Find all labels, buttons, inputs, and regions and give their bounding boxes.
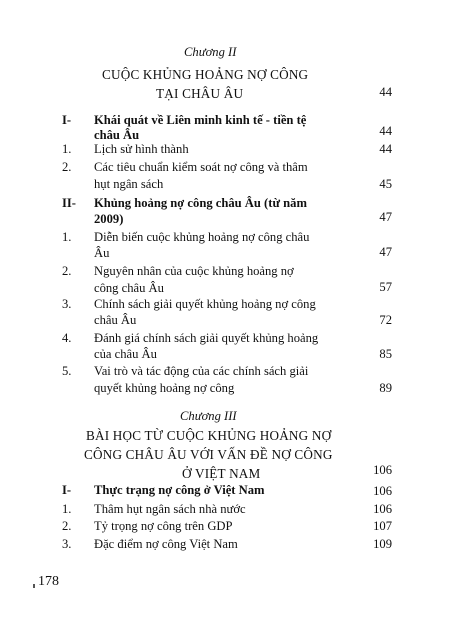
chapter-3-title-line1: BÀI HỌC TỪ CUỘC KHỦNG HOẢNG NỢ (86, 428, 332, 443)
toc-entry-num: 2. (62, 264, 72, 278)
chapter-3-title-line2: CÔNG CHÂU ÂU VỚI VẤN ĐỀ NỢ CÔNG (84, 447, 333, 462)
print-speck (33, 584, 35, 588)
chapter-2-title-line2: TẠI CHÂU ÂU (156, 86, 244, 101)
chapter-2-title-line1: CUỘC KHỦNG HOẢNG NỢ CÔNG (102, 67, 309, 82)
page-number: 178 (38, 574, 59, 589)
toc-entry-num: 2. (62, 160, 72, 174)
toc-entry-text: Khủng hoảng nợ công châu Âu (từ năm (94, 196, 307, 210)
toc-entry-page: 47 (379, 245, 392, 259)
toc-entry-num: 4. (62, 331, 72, 345)
toc-entry-page: 72 (379, 313, 392, 327)
toc-entry-page: 44 (379, 124, 392, 138)
toc-entry-num: II- (62, 196, 76, 210)
toc-entry-text: hụt ngân sách (94, 177, 164, 191)
toc-entry-num: 1. (62, 142, 72, 156)
toc-entry-text: Các tiêu chuẩn kiểm soát nợ công và thâm (94, 160, 308, 174)
toc-entry-text: Khái quát về Liên minh kinh tế - tiền tệ (94, 113, 307, 127)
toc-entry-page: 107 (373, 519, 392, 533)
toc-entry-page: 106 (373, 484, 392, 498)
toc-entry-text: 2009) (94, 212, 124, 226)
toc-entry-text: Âu (94, 246, 110, 260)
toc-entry-page: 44 (379, 142, 392, 156)
toc-entry-num: I- (62, 113, 72, 127)
toc-entry-text: quyết khủng hoảng nợ công (94, 381, 235, 395)
toc-entry-text: Đánh giá chính sách giải quyết khủng hoảng (94, 331, 319, 345)
toc-entry-page: 45 (379, 177, 392, 191)
chapter-2-title-page: 44 (379, 85, 392, 99)
toc-entry-page: 85 (379, 347, 392, 361)
toc-entry-num: 3. (62, 297, 72, 311)
toc-entry-text: Thâm hụt ngân sách nhà nước (94, 502, 246, 516)
toc-entry-num: 1. (62, 502, 72, 516)
toc-entry-text: Tỷ trọng nợ công trên GDP (94, 519, 233, 533)
toc-entry-text: công châu Âu (94, 281, 164, 295)
toc-entry-num: 5. (62, 364, 72, 378)
toc-entry-text: Thực trạng nợ công ở Việt Nam (94, 483, 265, 497)
chapter-3-label: Chương III (180, 409, 237, 423)
toc-entry-text: Diễn biến cuộc khủng hoảng nợ công châu (94, 230, 310, 244)
toc-entry-text: Chính sách giải quyết khủng hoảng nợ công (94, 297, 316, 311)
toc-entry-text: châu Âu (94, 313, 137, 327)
toc-entry-num: I- (62, 483, 72, 497)
toc-entry-num: 2. (62, 519, 72, 533)
toc-entry-page: 57 (379, 280, 392, 294)
chapter-3-title-page: 106 (373, 463, 392, 477)
toc-entry-page: 109 (373, 537, 392, 551)
toc-entry-page: 89 (379, 381, 392, 395)
toc-entry-text: Nguyên nhân của cuộc khủng hoảng nợ (94, 264, 294, 278)
toc-entry-num: 1. (62, 230, 72, 244)
chapter-3-title-line3: Ở VIỆT NAM (182, 466, 261, 481)
toc-entry-num: 3. (62, 537, 72, 551)
toc-entry-text: châu Âu (94, 128, 140, 142)
toc-entry-text: Vai trò và tác động của các chính sách giải (94, 364, 309, 378)
chapter-2-label: Chương II (184, 45, 237, 59)
toc-entry-page: 106 (373, 502, 392, 516)
toc-entry-text: Đặc điểm nợ công Việt Nam (94, 537, 238, 551)
toc-entry-text: của châu Âu (94, 347, 157, 361)
toc-entry-page: 47 (379, 210, 392, 224)
toc-entry-text: Lịch sử hình thành (94, 142, 189, 156)
